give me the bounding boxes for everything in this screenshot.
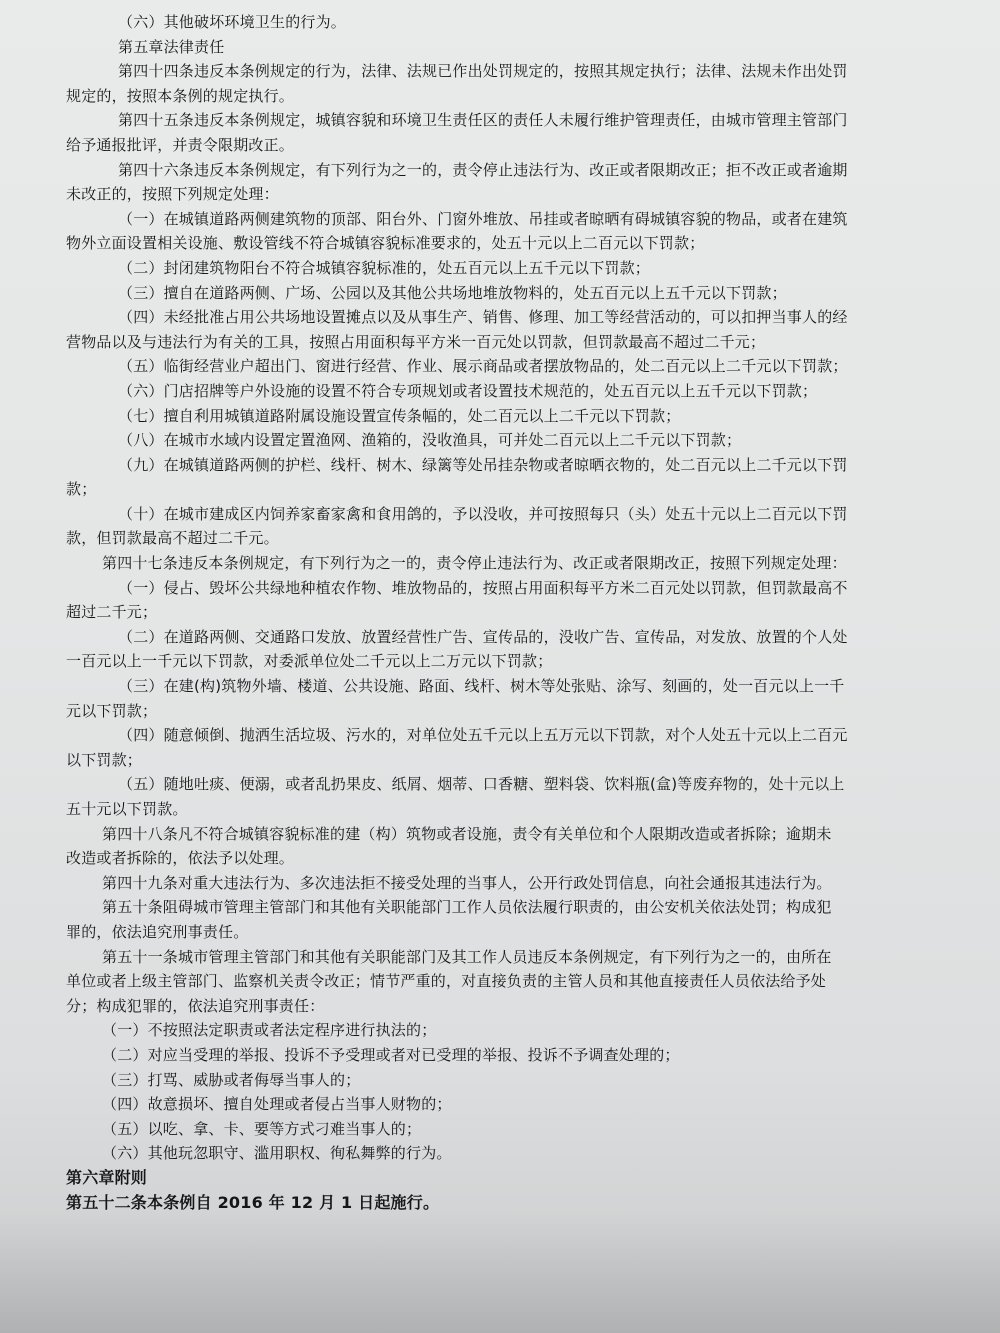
text-line: （五）以吃、拿、卡、要等方式刁难当事人的；: [102, 1119, 422, 1138]
text-line: （六）其他破坏环境卫生的行为。: [118, 13, 347, 31]
text-line: （四）随意倾倒、抛洒生活垃圾、污水的，对单位处五千元以上五万元以下罚款，对个人处五十元以上二百元: [118, 726, 848, 745]
text-line: 罪的，依法追究刑事责任。: [66, 922, 249, 941]
text-line: 规定的，按照本条例的规定执行。: [66, 86, 295, 105]
regulation-text: [66, 10, 971, 1215]
text-line: 第四十八条凡不符合城镇容貌标准的建（构）筑物或者设施，责令有关单位和个人限期改造或者拆除；逾期未: [102, 824, 832, 843]
page-shadow: [0, 1213, 1000, 1333]
text-line: 元以下罚款；: [66, 701, 158, 720]
text-line: （二）在道路两侧、交通路口发放、放置经营性广告、宣传品的，没收广告、宣传品，对发放、放置的个人处: [118, 627, 848, 646]
text-line: 第五章法律责任: [118, 37, 225, 56]
text-line: 物外立面设置相关设施、敷设管线不符合城镇容貌标准要求的，处五十元以上二百元以下罚款；: [66, 234, 705, 253]
text-line: （五）随地吐痰、便溺，或者乱扔果皮、纸屑、烟蒂、口香糖、塑料袋、饮料瓶(盒)等废弃物的，处十元以上: [118, 775, 845, 794]
text-line: （七）擅自利用城镇道路附属设施设置宣传条幅的，处二百元以上二千元以下罚款；: [118, 406, 681, 425]
text-line: 第五十条阻碍城市管理主管部门和其他有关职能部门工作人员依法履行职责的，由公安机关依法处罚；构成犯: [102, 898, 832, 917]
text-line: （一）侵占、毁坏公共绿地种植农作物、堆放物品的，按照占用面积每平方米二百元处以罚款，但罚款最高不: [118, 578, 848, 597]
text-line: 单位或者上级主管部门、监察机关责令改正；情节严重的，对直接负责的主管人员和其他直接责任人员依法给予处: [66, 972, 827, 991]
text-line: 超过二千元；: [66, 603, 158, 622]
text-line: （十）在城市建成区内饲养家畜家禽和食用鸽的，予以没收，并可按照每只（头）处五十元以上二百元以下罚: [118, 504, 848, 523]
text-line: （五）临街经营业户超出门、窗进行经营、作业、展示商品或者摆放物品的，处二百元以上二千元以下罚款；: [118, 357, 848, 376]
text-line: （一）在城镇道路两侧建筑物的顶部、阳台外、门窗外堆放、吊挂或者晾晒有碍城镇容貌的物品，或者在建筑: [118, 209, 848, 228]
text-line: （八）在城市水域内设置定置渔网、渔箱的，没收渔具，可并处二百元以上二千元以下罚款；: [118, 431, 742, 450]
text-line: （三）打骂、威胁或者侮辱当事人的；: [102, 1070, 361, 1089]
text-line: 第五十一条城市管理主管部门和其他有关职能部门及其工作人员违反本条例规定，有下列行为之一的，由所在: [102, 947, 832, 966]
text-line: 分；构成犯罪的，依法追究刑事责任：: [66, 996, 325, 1015]
text-line: （三）擅自在道路两侧、广场、公园以及其他公共场地堆放物料的，处五百元以上五千元以下罚款；: [118, 283, 787, 302]
text-line: （二）对应当受理的举报、投诉不予受理或者对已受理的举报、投诉不予调查处理的；: [102, 1045, 680, 1064]
text-line: 款；: [66, 480, 97, 499]
text-line: （四）故意损坏、擅自处理或者侵占当事人财物的；: [102, 1095, 452, 1114]
text-line: 第四十九条对重大违法行为、多次违法拒不接受处理的当事人，公开行政处罚信息，向社会通报其违法行为。: [102, 873, 832, 892]
text-line: 营物品以及与违法行为有关的工具，按照占用面积每平方米一百元处以罚款，但罚款最高不超过二千元；: [66, 332, 766, 351]
text-line: （六）其他玩忽职守、滥用职权、徇私舞弊的行为。: [102, 1144, 452, 1163]
text-line: 给予通报批评，并责令限期改正。: [66, 135, 295, 154]
text-line: 未改正的，按照下列规定处理：: [66, 185, 279, 204]
text-line: （二）封闭建筑物阳台不符合城镇容貌标准的，处五百元以上五千元以下罚款；: [118, 258, 651, 277]
text-line: 第六章附则: [66, 1167, 148, 1187]
text-line: 第四十四条违反本条例规定的行为，法律、法规已作出处罚规定的，按照其规定执行；法律、法规未作出处罚: [118, 62, 848, 81]
text-line: 第四十七条违反本条例规定，有下列行为之一的，责令停止违法行为、改正或者限期改正，按照下列规定处理：: [102, 554, 847, 573]
text-line: 改造或者拆除的，依法予以处理。: [66, 849, 295, 868]
text-line: 第四十六条违反本条例规定，有下列行为之一的，责令停止违法行为、改正或者限期改正；拒不改正或者逾期: [118, 160, 848, 179]
text-line: （六）门店招牌等户外设施的设置不符合专项规划或者设置技术规范的，处五百元以上五千元以下罚款；: [118, 381, 818, 400]
text-line: 以下罚款；: [66, 750, 143, 769]
text-line: 五十元以下罚款。: [66, 800, 188, 818]
text-line: （四）未经批准占用公共场地设置摊点以及从事生产、销售、修理、加工等经营活动的，可以扣押当事人的经: [118, 308, 848, 327]
text-line: （一）不按照法定职责或者法定程序进行执法的；: [102, 1021, 437, 1040]
text-line: 款，但罚款最高不超过二千元。: [66, 529, 279, 548]
text-line: 第五十二条本条例自 2016 年 12 月 1 日起施行。: [66, 1192, 440, 1212]
text-line: 一百元以上一千元以下罚款，对委派单位处二千元以上二万元以下罚款；: [66, 652, 553, 671]
text-line: （三）在建(构)筑物外墙、楼道、公共设施、路面、线杆、树木等处张贴、涂写、刻画的，处一百元以上一千: [118, 677, 845, 696]
text-line: 第四十五条违反本条例规定，城镇容貌和环境卫生责任区的责任人未履行维护管理责任，由城市管理主管部门: [118, 111, 848, 130]
text-line: （九）在城镇道路两侧的护栏、线杆、树木、绿篱等处吊挂杂物或者晾晒衣物的，处二百元以上二千元以下罚: [118, 455, 848, 474]
